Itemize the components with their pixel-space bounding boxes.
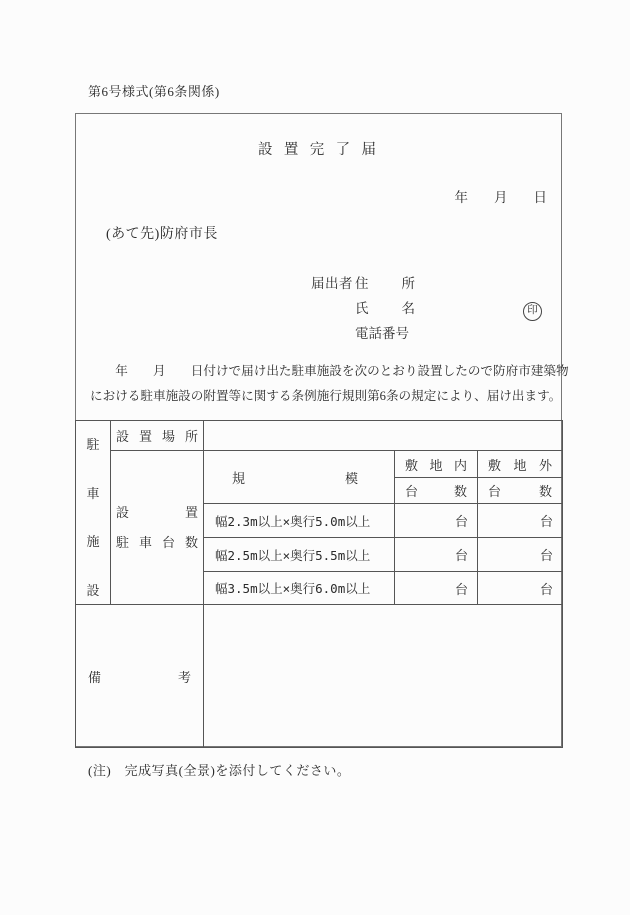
offsite-unit-1: 台 <box>478 504 563 538</box>
applicant-label: 届出者 <box>311 276 353 291</box>
scale-row-3: 幅3.5m以上×奥行6.0m以上 <box>204 572 395 605</box>
cell-onsite-count-header <box>395 478 478 504</box>
capacity-label-line2: 駐 車 台 数 <box>116 534 198 550</box>
offsite-unit-2: 台 <box>478 538 563 572</box>
cell-offsite-count-header <box>478 478 563 504</box>
cell-remarks-value <box>204 605 563 748</box>
date-year-label: 年 <box>454 190 468 205</box>
form-number-label: 第6号様式(第6条関係) <box>88 84 220 99</box>
onsite-unit-1: 台 <box>395 504 478 538</box>
cell-offsite-header <box>478 451 563 478</box>
addressee-line: (あて先)防府市長 <box>106 227 218 242</box>
cell-onsite-header <box>395 451 478 478</box>
cell-location-value <box>204 421 563 451</box>
remarks-label: 備 考 <box>88 669 191 685</box>
cell-remarks-label <box>76 605 204 748</box>
applicant-address-row <box>311 271 415 296</box>
onsite-unit-2: 台 <box>395 538 478 572</box>
cell-scale-header <box>204 451 395 504</box>
cell-capacity-label <box>111 451 204 605</box>
date-line <box>455 186 548 206</box>
form-title: 設 置 完 了 届 <box>258 142 376 158</box>
phone-label: 電話番号 <box>355 326 409 341</box>
cell-location-label <box>111 421 204 451</box>
address-label: 住 所 <box>355 276 415 291</box>
capacity-label-line1: 設 置 <box>116 504 198 520</box>
body-paragraph <box>90 359 569 409</box>
scale-header: 規 模 <box>232 470 358 486</box>
form-border-box <box>75 113 569 747</box>
offsite-unit-3: 台 <box>478 572 563 605</box>
footnote: (注) 完成写真(全景)を添付してください。 <box>88 763 351 778</box>
offsite-header: 敷 地 外 <box>488 457 553 473</box>
cell-group-parking-facility <box>76 421 111 605</box>
applicant-phone-row <box>311 321 415 346</box>
date-day-label: 日 <box>533 190 547 205</box>
applicant-label-spacer <box>311 296 355 321</box>
applicant-label-spacer <box>311 321 355 346</box>
scale-row-1: 幅2.3m以上×奥行5.0m以上 <box>204 504 395 538</box>
onsite-count-header: 台 数 <box>405 484 467 499</box>
onsite-header: 敷 地 内 <box>405 457 467 473</box>
location-label: 設 置 場 所 <box>116 429 198 444</box>
body-line-2: における駐車施設の附置等に関する条例施行規則第6条の規定により、届け出ます。 <box>90 389 562 403</box>
applicant-block <box>311 271 415 346</box>
body-line-1: 年 月 日付けで届け出た駐車施設を次のとおり設置したので防府市建築物 <box>90 364 569 378</box>
scale-row-2: 幅2.5m以上×奥行5.5m以上 <box>204 538 395 572</box>
date-month-label: 月 <box>494 190 508 205</box>
applicant-name-row <box>311 296 415 321</box>
onsite-unit-3: 台 <box>395 572 478 605</box>
seal-stamp-icon <box>523 302 542 321</box>
seal-character: 印 <box>527 305 538 317</box>
name-label: 氏 名 <box>355 301 415 316</box>
group-label-vertical: 駐 車 施 設 <box>86 437 100 598</box>
parking-facility-table <box>75 420 563 748</box>
offsite-count-header: 台 数 <box>488 484 553 499</box>
